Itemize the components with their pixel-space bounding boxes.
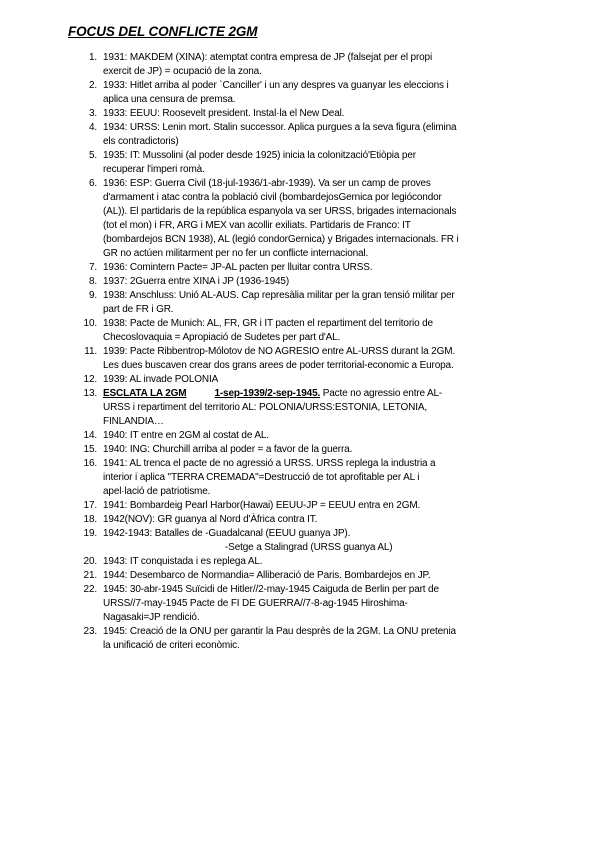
item-text-line: URSS//7-may-1945 Pacte de FI DE GUERRA//7-8-ag-1945 Hiroshima- bbox=[103, 598, 408, 609]
item-text-line: 1938: Pacte de Munich: AL, FR, GR i IT pacten el repartiment del territorio de bbox=[103, 318, 433, 329]
item-text-line: 1940: IT entre en 2GM al costat de AL. bbox=[103, 430, 269, 441]
item-number: 19. bbox=[83, 528, 97, 539]
item-text-line: recuperar l'imperi romà. bbox=[103, 164, 205, 175]
list-item bbox=[72, 79, 524, 107]
list-item bbox=[72, 149, 524, 177]
item-text-line-indented: -Setge a Stalingrad (URSS guanya AL) bbox=[225, 542, 393, 553]
item-number: 11. bbox=[84, 346, 97, 357]
item-number: 22. bbox=[83, 584, 97, 595]
list-item bbox=[72, 107, 524, 121]
item-number: 4. bbox=[88, 122, 97, 133]
item-text-line: 1941: Bombardeig Pearl Harbor(Hawai) EEUU-JP = EEUU entra en 2GM. bbox=[103, 500, 421, 511]
item-number: 2. bbox=[88, 80, 97, 91]
item-text bbox=[103, 457, 524, 499]
item-text bbox=[103, 387, 524, 429]
item-text-line: 1933: Hitlet arriba al poder `Canciller' i un any despres va guanyar les eleccions i bbox=[103, 80, 449, 91]
item-text bbox=[103, 499, 524, 513]
item-text-line: exercit de JP) = ocupació de la zona. bbox=[103, 66, 262, 77]
item-text-line: la unificació de criteri econòmic. bbox=[103, 640, 240, 651]
item-text bbox=[103, 569, 524, 583]
list-item bbox=[72, 555, 524, 569]
item-text-line: (AL)). El partidaris de la república espanyola va ser URSS, brigades internacionals bbox=[103, 206, 457, 217]
item-text-line: 1941: AL trenca el pacte de no agressió a URSS. URSS replega la industria a bbox=[103, 458, 436, 469]
item-number: 10. bbox=[83, 318, 97, 329]
item-text bbox=[103, 177, 524, 261]
item-text bbox=[103, 555, 524, 569]
item-text bbox=[103, 261, 524, 275]
item-text-line: part de FR i GR. bbox=[103, 304, 174, 315]
list-item bbox=[72, 429, 524, 443]
item-number: 15. bbox=[83, 444, 97, 455]
list-item bbox=[72, 345, 524, 373]
item-text-line: (bombardejos BCN 1938), AL (legió condorGernica) y Brigades internacionals. FR i bbox=[103, 234, 459, 245]
highlight-heading: ESCLATA LA 2GM bbox=[103, 388, 187, 399]
item-text bbox=[103, 373, 524, 387]
item-text bbox=[103, 583, 524, 625]
list-item bbox=[72, 373, 524, 387]
item-text-line: 1934: URSS: Lenin mort. Stalin successor. Aplica purgues a la seva figura (elimina bbox=[103, 122, 457, 133]
item-number: 8. bbox=[88, 276, 97, 287]
item-text-line: Les dues buscaven crear dos grans arees de poder territorial-economic a Europa. bbox=[103, 360, 454, 371]
item-text bbox=[103, 121, 524, 149]
item-text bbox=[103, 275, 524, 289]
item-text-line: 1942-1943: Batalles de -Guadalcanal (EEUU guanya JP). bbox=[103, 528, 351, 539]
item-text-line: GR no actúen militarment per no fer un conflicte internacional. bbox=[103, 248, 369, 259]
item-number: 1. bbox=[88, 52, 97, 63]
list-item bbox=[72, 625, 524, 653]
item-text-line: 1940: ING: Churchill arriba al poder = a favor de la guerra. bbox=[103, 444, 353, 455]
list-item bbox=[72, 121, 524, 149]
list-item bbox=[72, 569, 524, 583]
item-number: 3. bbox=[88, 108, 97, 119]
item-text-line: 1936: ESP: Guerra Civil (18-jul-1936/1-abr-1939). Va ser un camp de proves bbox=[103, 178, 431, 189]
item-text-line: aplica una censura de premsa. bbox=[103, 94, 236, 105]
item-text-line: apel·lació de patriotisme. bbox=[103, 486, 211, 497]
list-item bbox=[72, 275, 524, 289]
item-text-line: (tot el mon) i FR, ARG i MEX van acollir exiliats. Partidaris de Franco: IT bbox=[103, 220, 411, 231]
highlight-dates: 1-sep-1939/2-sep-1945. bbox=[214, 388, 321, 399]
item-text bbox=[103, 51, 524, 79]
list-item bbox=[72, 443, 524, 457]
item-text-line: interior i aplica "TERRA CREMADA"=Destrucció de tot aprofitable per AL i bbox=[103, 472, 420, 483]
item-text-line: 1943: IT conquistada i es replega AL. bbox=[103, 556, 263, 567]
item-text-line: 1931: MAKDEM (XINA): atemptat contra empresa de JP (falsejat per el propi bbox=[103, 52, 433, 63]
list-item bbox=[72, 387, 524, 429]
item-number: 9. bbox=[88, 290, 97, 301]
item-number: 17. bbox=[83, 500, 97, 511]
item-text-line bbox=[103, 387, 524, 401]
item-number: 13. bbox=[83, 388, 97, 399]
item-text-line: 1936: Comintern Pacte= JP-AL pacten per lluitar contra URSS. bbox=[103, 262, 373, 273]
item-text bbox=[103, 107, 524, 121]
item-text bbox=[103, 429, 524, 443]
item-number: 21. bbox=[83, 570, 97, 581]
item-text bbox=[103, 289, 524, 317]
list-item bbox=[72, 261, 524, 275]
list-item bbox=[72, 289, 524, 317]
item-text bbox=[103, 527, 524, 555]
item-text-line: 1933: EEUU: Roosevelt president. Instal·la el New Deal. bbox=[103, 108, 345, 119]
item-number: 18. bbox=[83, 514, 97, 525]
item-number: 5. bbox=[88, 150, 97, 161]
item-text-line: 1944: Desembarco de Normandia= Alliberació de Paris. Bombardejos en JP. bbox=[103, 570, 431, 581]
item-text-line: d'armament i atac contra la població civil (bombardejosGernica por legiócondor bbox=[103, 192, 442, 203]
item-text-line: 1935: IT: Mussolini (al poder desde 1925) inicia la colonització'Etiòpia per bbox=[103, 150, 416, 161]
item-text-line: FINLANDIA… bbox=[103, 416, 164, 427]
item-number: 23. bbox=[83, 626, 97, 637]
item-text-line: Nagasaki=JP rendició. bbox=[103, 612, 200, 623]
item-text bbox=[103, 345, 524, 373]
item-text-line: 1937: 2Guerra entre XINA i JP (1936-1945) bbox=[103, 276, 290, 287]
event-list bbox=[72, 51, 524, 653]
item-text-line: 1939: Pacte Ribbentrop-Mólotov de NO AGRESIO entre AL-URSS durant la 2GM. bbox=[103, 346, 456, 357]
highlight-rest: Pacte no agressio entre AL- bbox=[320, 388, 443, 399]
item-text bbox=[103, 149, 524, 177]
item-text-line: URSS i repartiment del territorio AL: POLONIA/URSS:ESTONIA, LETONIA, bbox=[103, 402, 427, 413]
list-item bbox=[72, 583, 524, 625]
item-text bbox=[103, 443, 524, 457]
list-item bbox=[72, 317, 524, 345]
item-number: 6. bbox=[88, 178, 97, 189]
item-text-line: Checoslovaquia = Apropiació de Sudetes per part d'AL. bbox=[103, 332, 341, 343]
item-text bbox=[103, 317, 524, 345]
list-item bbox=[72, 513, 524, 527]
item-text-line: 1945: 30-abr-1945 Suïcidi de Hitler//2-may-1945 Caiguda de Berlin per part de bbox=[103, 584, 439, 595]
item-text bbox=[103, 79, 524, 107]
item-number: 7. bbox=[88, 262, 97, 273]
item-text bbox=[103, 625, 524, 653]
item-number: 14. bbox=[83, 430, 97, 441]
item-text-line: 1939: AL invade POLONIA bbox=[103, 374, 219, 385]
page-title: FOCUS DEL CONFLICTE 2GM bbox=[68, 24, 258, 39]
list-item bbox=[72, 457, 524, 499]
item-text-line: 1945: Creació de la ONU per garantir la Pau desprès de la 2GM. La ONU pretenia bbox=[103, 626, 456, 637]
item-text bbox=[103, 513, 524, 527]
item-number: 20. bbox=[83, 556, 97, 567]
list-item bbox=[72, 51, 524, 79]
item-number: 16. bbox=[83, 458, 97, 469]
item-text-line: 1938: Anschluss: Unió AL-AUS. Cap represàlia militar per la gran tensió militar per bbox=[103, 290, 455, 301]
item-text-line: 1942(NOV): GR guanya al Nord d'Àfrica contra IT. bbox=[103, 514, 318, 525]
list-item bbox=[72, 177, 524, 261]
item-text-line: els contradictoris) bbox=[103, 136, 179, 147]
list-item bbox=[72, 499, 524, 513]
item-number: 12. bbox=[83, 374, 97, 385]
list-item bbox=[72, 527, 524, 555]
